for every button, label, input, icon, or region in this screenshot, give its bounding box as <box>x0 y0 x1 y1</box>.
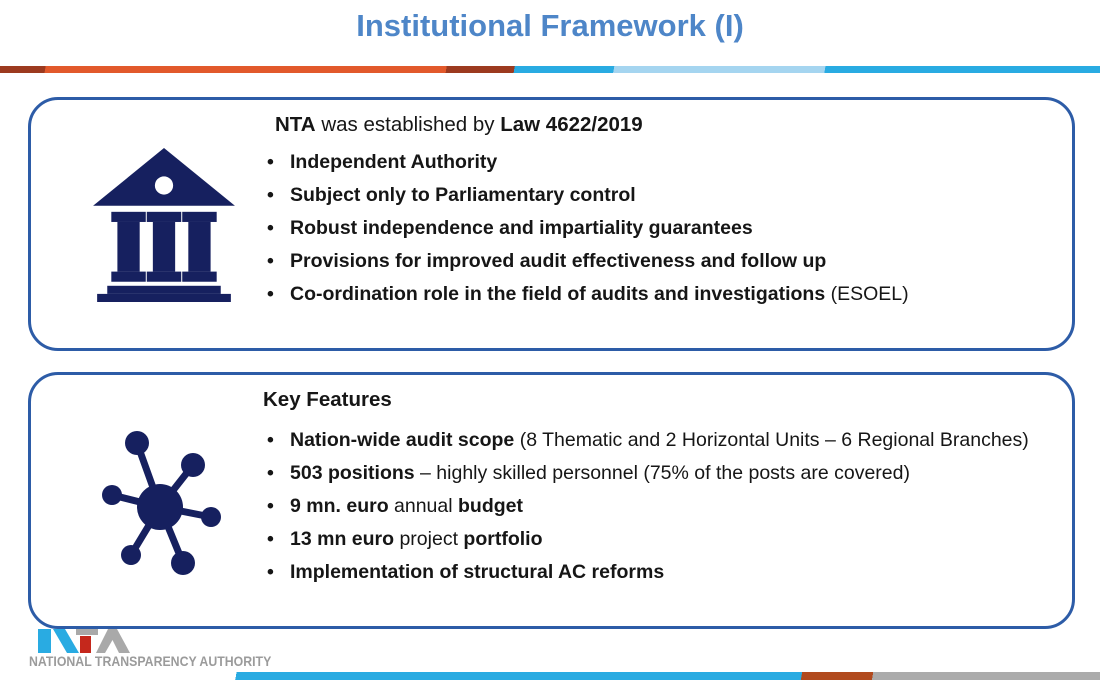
card1-bullet-list <box>267 146 1060 311</box>
bullet-text <box>290 556 1060 589</box>
bullet-text <box>290 212 1060 245</box>
text-run: Independent Authority <box>290 151 498 173</box>
bullet-item <box>267 179 1060 212</box>
bullet-text <box>290 278 1060 311</box>
network-hub-icon <box>98 425 248 583</box>
text-run: (8 Thematic and 2 Horizontal Units – 6 Regional Branches) <box>514 429 1029 451</box>
text-run: (ESOEL) <box>825 283 909 305</box>
text-run: Nation-wide audit scope <box>290 429 515 451</box>
bullet-item <box>267 523 1060 556</box>
bullet-marker: • <box>267 528 274 550</box>
bullet-item <box>267 278 1060 311</box>
text-run: NTA <box>275 113 316 136</box>
card2-heading: Key Features <box>263 388 392 411</box>
text-run: portfolio <box>463 528 543 550</box>
card-key-features <box>28 372 1075 629</box>
card1-content <box>267 110 1060 311</box>
nta-logo <box>28 628 288 676</box>
text-run: Law 4622/2019 <box>500 113 643 136</box>
bullet-text <box>290 245 1060 278</box>
text-run: annual <box>388 495 459 517</box>
nta-logo-text: NATIONAL TRANSPARENCY AUTHORITY <box>29 653 272 669</box>
bullet-marker: • <box>267 495 274 517</box>
slide-title: Institutional Framework (I) <box>356 8 744 43</box>
text-run: 13 mn euro <box>290 528 395 550</box>
bullet-item <box>267 146 1060 179</box>
card1-heading <box>275 110 1060 140</box>
bullet-marker: • <box>267 184 274 206</box>
card2-content <box>263 385 1060 589</box>
text-run: – highly skilled personnel (75% of the posts are covered) <box>414 462 910 484</box>
text-run: was established by <box>315 113 501 136</box>
card2-bullet-list <box>267 424 1060 589</box>
top-divider <box>0 66 1100 73</box>
bank-building-icon <box>93 148 235 302</box>
bullet-text <box>290 523 1060 556</box>
bullet-marker: • <box>267 462 274 484</box>
bullet-marker: • <box>267 561 274 583</box>
bullet-marker: • <box>267 151 274 173</box>
bullet-item <box>267 245 1060 278</box>
text-run: Robust independence and impartiality guarantees <box>290 217 753 239</box>
bullet-marker: • <box>267 429 274 451</box>
bullet-item <box>267 424 1060 457</box>
bullet-marker: • <box>267 283 274 305</box>
bottom-divider <box>0 672 1100 680</box>
bullet-item <box>267 212 1060 245</box>
bullet-item <box>267 457 1060 490</box>
text-run: 503 positions <box>290 462 415 484</box>
nta-logo-mark <box>38 629 130 653</box>
bullet-text <box>290 490 1060 523</box>
bullet-text <box>290 457 1060 490</box>
text-run: Subject only to Parliamentary control <box>290 184 636 206</box>
text-run: Co-ordination role in the field of audits and investigations <box>290 283 826 305</box>
text-run: Implementation of structural AC reforms <box>290 561 665 583</box>
bullet-text <box>290 179 1060 212</box>
text-run: Provisions for improved audit effectiveness and follow up <box>290 250 827 272</box>
text-run: project <box>394 528 464 550</box>
bullet-text <box>290 146 1060 179</box>
bullet-marker: • <box>267 217 274 239</box>
bullet-item <box>267 556 1060 589</box>
bullet-marker: • <box>267 250 274 272</box>
card-nta-establishment <box>28 97 1075 351</box>
bullet-item <box>267 490 1060 523</box>
text-run: budget <box>458 495 523 517</box>
text-run: 9 mn. euro <box>290 495 389 517</box>
bullet-text <box>290 424 1060 457</box>
